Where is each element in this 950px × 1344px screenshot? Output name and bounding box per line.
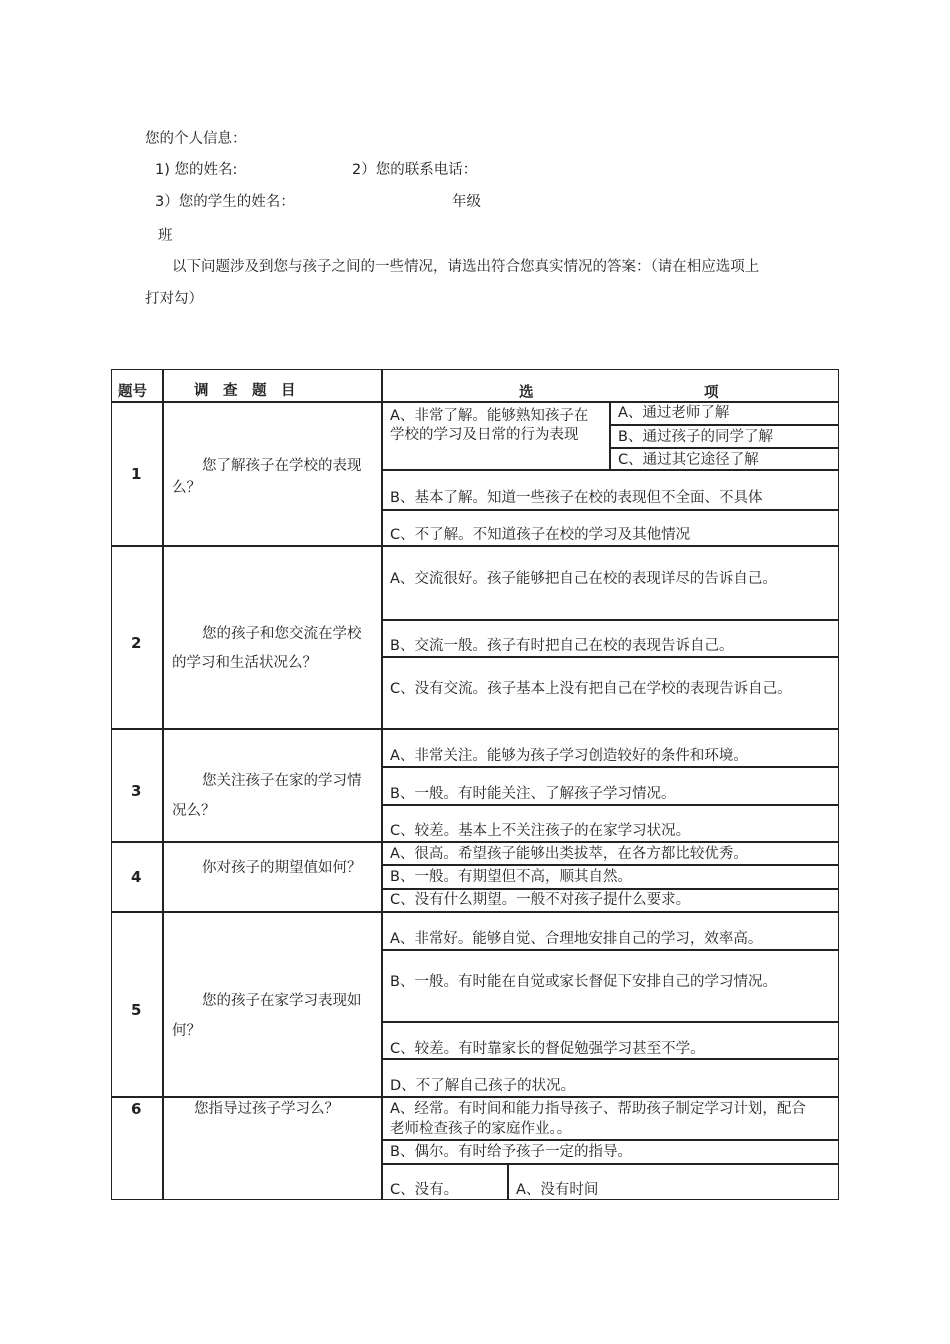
grade-label: 年级 (452, 194, 481, 210)
row4-question: 你对孩子的期望值如何？ (202, 860, 362, 876)
row6-option-b[interactable]: B、偶尔。有时给予孩子一定的指导。 (390, 1144, 632, 1160)
row5-option-d[interactable]: D、不了解自己孩子的状况。 (390, 1078, 576, 1094)
row1-option-a[interactable]: A、非常了解。能够熟知孩子在学校的学习及日常的行为表现 (390, 408, 589, 443)
row5-no: 5 (131, 1001, 142, 1019)
row4-option-a[interactable]: A、很高。希望孩子能够出类拔萃，在各方都比较优秀。 (390, 846, 748, 862)
row4-option-b[interactable]: B、一般。有期望但不高，顺其自然。 (390, 869, 632, 885)
row2-no: 2 (131, 634, 142, 652)
row5-question: 您的孩子在家学习表现如何？ (172, 993, 362, 1039)
row2-question: 您的孩子和您交流在学校的学习和生活状况么？ (172, 626, 362, 671)
row4-no: 4 (131, 868, 142, 886)
row3-option-c[interactable]: C、较差。基本上不关注孩子的在家学习状况。 (390, 823, 691, 839)
personal-info-heading: 您的个人信息： (145, 131, 247, 147)
row1-option-c[interactable]: C、不了解。不知道孩子在校的学习及其他情况 (390, 527, 691, 543)
row5-option-a[interactable]: A、非常好。能够自觉、合理地安排自己的学习，效率高。 (390, 931, 763, 947)
row1-sub-option-c[interactable]: C、通过其它途径了解 (618, 452, 759, 468)
row3-no: 3 (131, 782, 142, 800)
row6-option-a[interactable]: A、经常。有时间和能力指导孩子、帮助孩子制定学习计划，配合老师检查孩子的家庭作业。。 (390, 1101, 806, 1137)
instruction-line2: 打对勾） (145, 291, 203, 307)
row2-option-a[interactable]: A、交流很好。孩子能够把自己在校的表现详尽的告诉自己。 (390, 571, 777, 587)
row3-option-b[interactable]: B、一般。有时能关注、了解孩子学习情况。 (390, 786, 676, 802)
row1-question: 您了解孩子在学校的表现么？ (172, 458, 362, 496)
row4-option-c[interactable]: C、没有什么期望。一般不对孩子提什么要求。 (390, 892, 691, 908)
phone-field-label: 2）您的联系电话： (352, 162, 478, 178)
row6-no: 6 (131, 1100, 142, 1118)
row3-option-a[interactable]: A、非常关注。能够为孩子学习创造较好的条件和环境。 (390, 748, 748, 764)
header-cell-options (382, 369, 839, 402)
header-question: 调 查 题 目 (194, 383, 296, 399)
class-label: 班 (158, 228, 173, 244)
row5-option-c[interactable]: C、较差。有时靠家长的督促勉强学习甚至不学。 (390, 1041, 705, 1057)
row1-sub-option-a[interactable]: A、通过老师了解 (618, 405, 730, 421)
row6-sub-option-a[interactable]: A、没有时间 (516, 1182, 599, 1198)
instruction-line1: 以下问题涉及到您与孩子之间的一些情况，请选出符合您真实情况的答案：（请在相应选项上 (172, 259, 760, 275)
row1-option-b[interactable]: B、基本了解。知道一些孩子在校的表现但不全面、不具体 (390, 490, 763, 506)
row1-sub-option-b[interactable]: B、通过孩子的同学了解 (618, 429, 773, 445)
row5-option-b[interactable]: B、一般。有时能在自觉或家长督促下安排自己的学习情况。 (390, 974, 777, 990)
row6-question: 您指导过孩子学习么？ (194, 1101, 339, 1117)
row6-option-c[interactable]: C、没有。 (390, 1182, 459, 1198)
row1-no: 1 (131, 465, 142, 483)
header-options-right: 项 (704, 385, 719, 401)
student-name-label: 3）您的学生的姓名： (155, 194, 295, 210)
header-options-left: 选 (519, 385, 534, 401)
row3-question: 您关注孩子在家的学习情况么？ (172, 773, 362, 819)
row2-option-c[interactable]: C、没有交流。孩子基本上没有把自己在学校的表现告诉自己。 (390, 681, 792, 697)
header-no: 题号 (118, 384, 147, 400)
row2-option-b[interactable]: B、交流一般。孩子有时把自己在校的表现告诉自己。 (390, 638, 734, 654)
name-field-label: 1) 您的姓名: (155, 162, 238, 178)
